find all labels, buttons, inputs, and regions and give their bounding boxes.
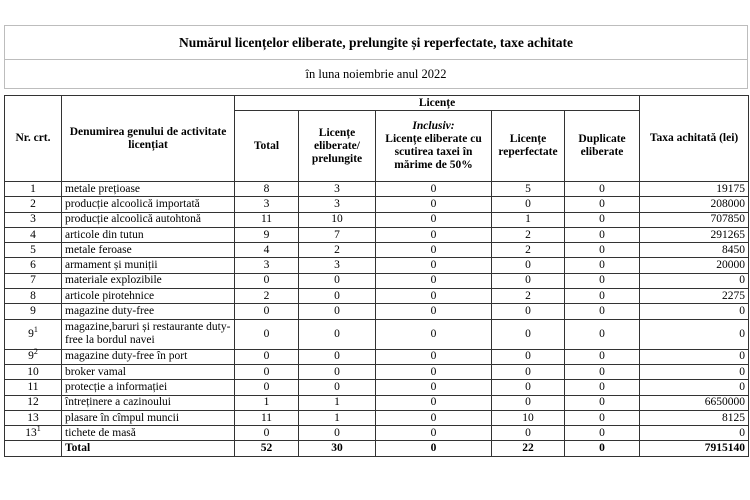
cell-duplicate: 0 — [565, 426, 640, 441]
cell-total: 0 — [235, 304, 299, 319]
cell-activity: magazine duty-free în port — [62, 349, 235, 364]
cell-reperfectate: 0 — [492, 364, 565, 379]
cell-nr-sup: 1 — [33, 324, 38, 334]
cell-nr — [5, 212, 62, 227]
cell-activity: metale prețioase — [62, 182, 235, 197]
header-taxa: Taxa achitată (lei) — [640, 96, 749, 182]
cell-eliberate: 3 — [299, 197, 376, 212]
cell-eliberate: 0 — [299, 364, 376, 379]
table-row — [5, 410, 749, 425]
cell-duplicate: 0 — [565, 304, 640, 319]
cell-eliberate: 10 — [299, 212, 376, 227]
cell-total: 0 — [235, 319, 299, 349]
table-row — [5, 395, 749, 410]
table-row — [5, 212, 749, 227]
cell-eliberate: 1 — [299, 410, 376, 425]
header-eliberate: Licențe eliberate/ prelungite — [299, 111, 376, 182]
cell-nr-value: 5 — [30, 243, 36, 256]
table-header — [5, 96, 749, 182]
cell-reperfectate: 0 — [492, 349, 565, 364]
cell-eliberate: 1 — [299, 395, 376, 410]
cell-nr — [5, 395, 62, 410]
cell-nr — [5, 227, 62, 242]
cell-scutite: 0 — [376, 426, 492, 441]
cell-nr-value: 4 — [30, 228, 36, 241]
cell-taxa: 0 — [640, 364, 749, 379]
cell-eliberate: 0 — [299, 289, 376, 304]
cell-taxa: 291265 — [640, 227, 749, 242]
cell-scutite: 0 — [376, 380, 492, 395]
cell-duplicate: 0 — [565, 227, 640, 242]
cell-reperfectate: 1 — [492, 212, 565, 227]
cell-scutite: 0 — [376, 227, 492, 242]
total-cell-eliberate: 30 — [299, 441, 376, 456]
cell-eliberate: 3 — [299, 182, 376, 197]
header-inclusiv — [376, 111, 492, 182]
cell-activity: protecție a informației — [62, 380, 235, 395]
cell-taxa: 0 — [640, 349, 749, 364]
cell-duplicate: 0 — [565, 273, 640, 288]
cell-activity: magazine duty-free — [62, 304, 235, 319]
cell-nr — [5, 304, 62, 319]
cell-activity: armament și muniții — [62, 258, 235, 273]
cell-reperfectate: 0 — [492, 258, 565, 273]
cell-taxa: 208000 — [640, 197, 749, 212]
cell-nr-value: 7 — [30, 274, 36, 287]
cell-nr-value: 13 — [27, 411, 39, 424]
cell-nr-value: 1 — [30, 182, 36, 195]
cell-scutite: 0 — [376, 258, 492, 273]
cell-nr — [5, 423, 62, 441]
cell-duplicate: 0 — [565, 349, 640, 364]
table-row — [5, 364, 749, 379]
cell-duplicate: 0 — [565, 212, 640, 227]
cell-activity: broker vamal — [62, 364, 235, 379]
cell-scutite: 0 — [376, 243, 492, 258]
cell-total: 0 — [235, 426, 299, 441]
table-row — [5, 380, 749, 395]
cell-activity: magazine,baruri și restaurante duty-free la bordul navei — [62, 319, 235, 349]
total-row — [5, 441, 749, 456]
cell-duplicate: 0 — [565, 258, 640, 273]
cell-nr — [5, 349, 62, 364]
header-inclusiv-label: Inclusiv: — [412, 120, 455, 132]
cell-reperfectate: 0 — [492, 380, 565, 395]
table-row — [5, 304, 749, 319]
header-nr: Nr. crt. — [5, 96, 62, 182]
cell-total: 9 — [235, 227, 299, 242]
cell-scutite: 0 — [376, 289, 492, 304]
cell-scutite: 0 — [376, 182, 492, 197]
cell-nr-value: 13 — [25, 426, 37, 439]
cell-taxa: 8125 — [640, 410, 749, 425]
cell-eliberate: 0 — [299, 349, 376, 364]
header-reperfectate: Licențe reperfectate — [492, 111, 565, 182]
cell-scutite: 0 — [376, 212, 492, 227]
cell-total: 2 — [235, 289, 299, 304]
cell-reperfectate: 0 — [492, 197, 565, 212]
cell-scutite: 0 — [376, 349, 492, 364]
cell-nr — [5, 258, 62, 273]
cell-taxa: 8450 — [640, 243, 749, 258]
cell-duplicate: 0 — [565, 182, 640, 197]
table-row — [5, 319, 749, 349]
cell-taxa: 19175 — [640, 182, 749, 197]
cell-activity: producție alcoolică importată — [62, 197, 235, 212]
cell-nr-value: 11 — [27, 380, 39, 393]
cell-duplicate: 0 — [565, 364, 640, 379]
cell-total: 11 — [235, 410, 299, 425]
table-body — [5, 182, 749, 457]
cell-duplicate: 0 — [565, 380, 640, 395]
cell-reperfectate: 10 — [492, 410, 565, 425]
total-cell-duplicate: 0 — [565, 441, 640, 456]
cell-eliberate: 2 — [299, 243, 376, 258]
cell-duplicate: 0 — [565, 289, 640, 304]
table-row — [5, 227, 749, 242]
cell-total: 0 — [235, 380, 299, 395]
cell-eliberate: 0 — [299, 426, 376, 441]
cell-total: 3 — [235, 197, 299, 212]
total-cell-taxa: 7915140 — [640, 441, 749, 456]
cell-activity: articole din tutun — [62, 227, 235, 242]
cell-taxa: 6650000 — [640, 395, 749, 410]
cell-taxa: 0 — [640, 304, 749, 319]
cell-duplicate: 0 — [565, 243, 640, 258]
cell-taxa: 20000 — [640, 258, 749, 273]
cell-nr-value: 8 — [30, 289, 36, 302]
cell-taxa: 2275 — [640, 289, 749, 304]
table-row — [5, 243, 749, 258]
cell-total: 1 — [235, 395, 299, 410]
cell-reperfectate: 0 — [492, 319, 565, 349]
cell-reperfectate: 2 — [492, 243, 565, 258]
cell-scutite: 0 — [376, 319, 492, 349]
cell-reperfectate: 5 — [492, 182, 565, 197]
cell-nr-sup: 2 — [33, 347, 38, 357]
cell-duplicate: 0 — [565, 319, 640, 349]
cell-eliberate: 0 — [299, 304, 376, 319]
cell-nr-value: 3 — [30, 213, 36, 226]
cell-eliberate: 7 — [299, 227, 376, 242]
cell-total: 0 — [235, 273, 299, 288]
cell-activity: articole pirotehnice — [62, 289, 235, 304]
cell-taxa: 0 — [640, 319, 749, 349]
cell-total: 8 — [235, 182, 299, 197]
cell-nr — [5, 243, 62, 258]
cell-reperfectate: 0 — [492, 273, 565, 288]
cell-duplicate: 0 — [565, 197, 640, 212]
cell-duplicate: 0 — [565, 395, 640, 410]
cell-activity: plasare în cîmpul muncii — [62, 410, 235, 425]
table-row — [5, 349, 749, 364]
cell-nr-sup: 1 — [36, 423, 41, 433]
cell-nr — [5, 441, 62, 456]
cell-nr — [5, 289, 62, 304]
table-row — [5, 258, 749, 273]
cell-total: 4 — [235, 243, 299, 258]
cell-scutite: 0 — [376, 197, 492, 212]
document-subtitle: în luna noiembrie anul 2022 — [4, 59, 748, 89]
cell-nr-value: 9 — [28, 327, 34, 340]
document-sheet — [4, 25, 748, 457]
cell-total: 0 — [235, 364, 299, 379]
table-row — [5, 273, 749, 288]
cell-reperfectate: 0 — [492, 304, 565, 319]
cell-reperfectate: 0 — [492, 426, 565, 441]
cell-taxa: 0 — [640, 380, 749, 395]
cell-nr — [5, 380, 62, 395]
cell-nr-value: 10 — [27, 365, 39, 378]
cell-reperfectate: 2 — [492, 227, 565, 242]
cell-nr — [5, 319, 62, 349]
cell-nr-value: 9 — [28, 350, 34, 363]
total-cell-total: 52 — [235, 441, 299, 456]
cell-nr-value: 9 — [30, 305, 36, 318]
cell-eliberate: 0 — [299, 273, 376, 288]
table-row — [5, 197, 749, 212]
licenses-table — [4, 95, 749, 457]
cell-nr — [5, 182, 62, 197]
cell-eliberate: 0 — [299, 380, 376, 395]
header-denumire: Denumirea genului de activitate licențiat — [62, 96, 235, 182]
header-duplicate: Duplicate eliberate — [565, 111, 640, 182]
cell-nr — [5, 410, 62, 425]
table-row — [5, 289, 749, 304]
cell-nr — [5, 197, 62, 212]
cell-reperfectate: 2 — [492, 289, 565, 304]
cell-nr-value: 6 — [30, 259, 36, 272]
cell-scutite: 0 — [376, 364, 492, 379]
cell-scutite: 0 — [376, 273, 492, 288]
cell-total: 11 — [235, 212, 299, 227]
cell-total: 3 — [235, 258, 299, 273]
total-cell-scutite: 0 — [376, 441, 492, 456]
cell-duplicate: 0 — [565, 410, 640, 425]
cell-nr — [5, 273, 62, 288]
cell-taxa: 0 — [640, 426, 749, 441]
cell-activity: tichete de masă — [62, 426, 235, 441]
cell-reperfectate: 0 — [492, 395, 565, 410]
cell-scutite: 0 — [376, 410, 492, 425]
cell-nr — [5, 364, 62, 379]
total-label: Total — [62, 441, 235, 456]
cell-taxa: 0 — [640, 273, 749, 288]
document-title: Numărul licențelor eliberate, prelungite și reperfectate, taxe achitate — [4, 25, 748, 59]
header-licente: Licențe — [235, 96, 640, 111]
header-total: Total — [235, 111, 299, 182]
header-inclusiv-text: Licențe eliberate cu scutirea taxei în mărime de 50% — [385, 133, 482, 171]
cell-eliberate: 0 — [299, 319, 376, 349]
cell-activity: întreținere a cazinoului — [62, 395, 235, 410]
table-row — [5, 426, 749, 441]
cell-taxa: 707850 — [640, 212, 749, 227]
cell-nr-value: 2 — [30, 197, 36, 210]
table-row — [5, 182, 749, 197]
cell-eliberate: 3 — [299, 258, 376, 273]
cell-total: 0 — [235, 349, 299, 364]
cell-activity: materiale explozibile — [62, 273, 235, 288]
cell-nr-value: 12 — [27, 396, 39, 409]
cell-activity: producție alcoolică autohtonă — [62, 212, 235, 227]
cell-scutite: 0 — [376, 304, 492, 319]
cell-activity: metale feroase — [62, 243, 235, 258]
total-cell-reperfectate: 22 — [492, 441, 565, 456]
cell-scutite: 0 — [376, 395, 492, 410]
